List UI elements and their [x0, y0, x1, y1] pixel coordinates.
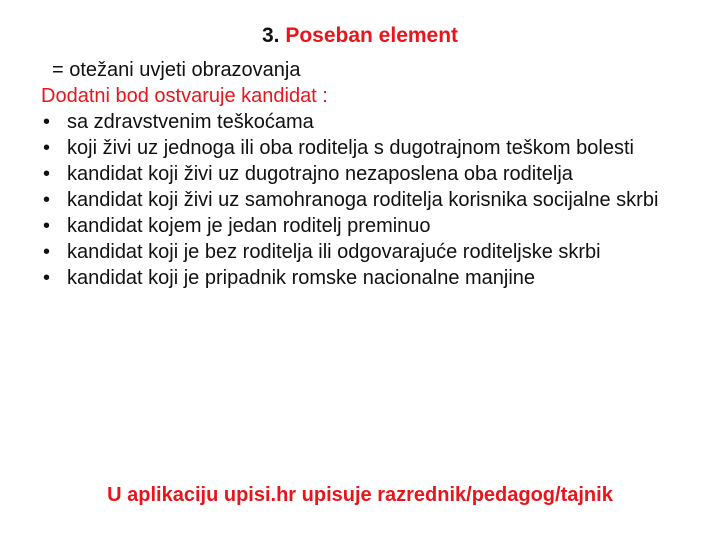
bullet-list	[41, 109, 681, 291]
list-item	[41, 135, 681, 161]
list-item-text: kandidat koji živi uz dugotrajno nezaposlena oba roditelja	[67, 163, 573, 185]
footer-note: U aplikaciju upisi.hr upisuje razrednik/pedagog/tajnik	[107, 484, 613, 506]
list-item-text: kandidat kojem je jedan roditelj preminuo	[67, 215, 431, 237]
bullet-icon: •	[43, 215, 51, 237]
list-item	[41, 239, 681, 265]
list-item	[41, 213, 681, 239]
bullet-icon: •	[43, 163, 51, 185]
bullet-icon: •	[43, 189, 51, 211]
list-item	[41, 187, 681, 213]
list-item	[41, 109, 681, 135]
bullet-icon: •	[43, 111, 51, 133]
bullet-icon: •	[43, 241, 51, 263]
bullet-icon: •	[43, 267, 51, 289]
title-text: Poseban element	[285, 24, 459, 47]
subtitle: = otežani uvjeti obrazovanja	[52, 59, 301, 81]
title-number: 3.	[261, 24, 280, 47]
list-item-text: kandidat koji je bez roditelja ili odgovarajuće roditeljske skrbi	[67, 241, 601, 263]
list-item-text: koji živi uz jednoga ili oba roditelja s dugotrajnom teškom bolesti	[67, 137, 634, 159]
list-item	[41, 161, 681, 187]
list-item-text: kandidat koji je pripadnik romske nacionalne manjine	[67, 267, 536, 289]
list-item	[41, 265, 681, 291]
bullet-icon: •	[43, 137, 51, 159]
list-item-text: kandidat koji živi uz samohranoga roditelja korisnika socijalne skrbi	[67, 189, 659, 211]
list-item-text: sa zdravstvenim teškoćama	[67, 111, 314, 133]
intro-text: Dodatni bod ostvaruje kandidat :	[41, 85, 328, 107]
slide-body	[41, 57, 681, 291]
slide-title	[0, 22, 720, 50]
